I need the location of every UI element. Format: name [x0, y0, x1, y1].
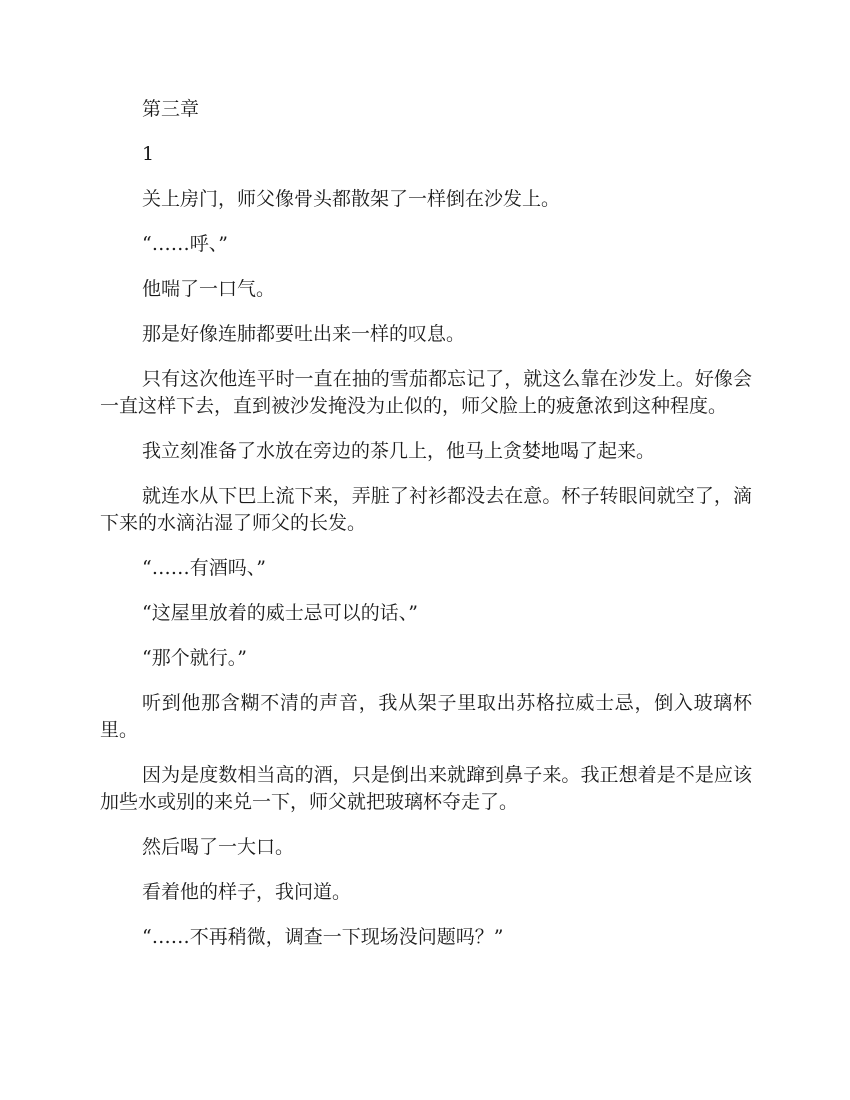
chapter-heading: 第三章 — [142, 98, 200, 120]
paragraph: 他喘了一口气。 — [142, 278, 276, 300]
document-page — [100, 96, 752, 969]
paragraph: 听到他那含糊不清的声音，我从架子里取出苏格拉威士忌，倒入玻璃杯里。 — [100, 692, 752, 741]
paragraph: 关上房门，师父像骨头都散架了一样倒在沙发上。 — [142, 188, 561, 210]
paragraph: “……不再稍微，调查一下现场没问题吗？” — [142, 926, 504, 948]
paragraph: 因为是度数相当高的酒，只是倒出来就蹿到鼻子来。我正想着是不是应该加些水或别的来兑一下，师父就把玻璃杯夺走了。 — [100, 764, 752, 813]
section-number: 1 — [142, 143, 155, 165]
paragraph: 看着他的样子，我问道。 — [142, 881, 352, 903]
paragraph: “……呼、” — [142, 233, 228, 255]
paragraph: “这屋里放着的威士忌可以的话、” — [142, 602, 418, 624]
paragraph: 我立刻准备了水放在旁边的茶几上，他马上贪婪地喝了起来。 — [142, 440, 656, 462]
paragraph: 就连水从下巴上流下来，弄脏了衬衫都没去在意。杯子转眼间就空了，滴下来的水滴沾湿了师父的长发。 — [100, 485, 752, 534]
paragraph: “那个就行。” — [142, 647, 247, 669]
paragraph: 然后喝了一大口。 — [142, 836, 295, 858]
paragraph: “……有酒吗、” — [142, 557, 266, 579]
paragraph: 那是好像连肺都要吐出来一样的叹息。 — [142, 323, 466, 345]
paragraph: 只有这次他连平时一直在抽的雪茄都忘记了，就这么靠在沙发上。好像会一直这样下去，直到被沙发掩没为止似的，师父脸上的疲惫浓到这种程度。 — [100, 368, 752, 417]
